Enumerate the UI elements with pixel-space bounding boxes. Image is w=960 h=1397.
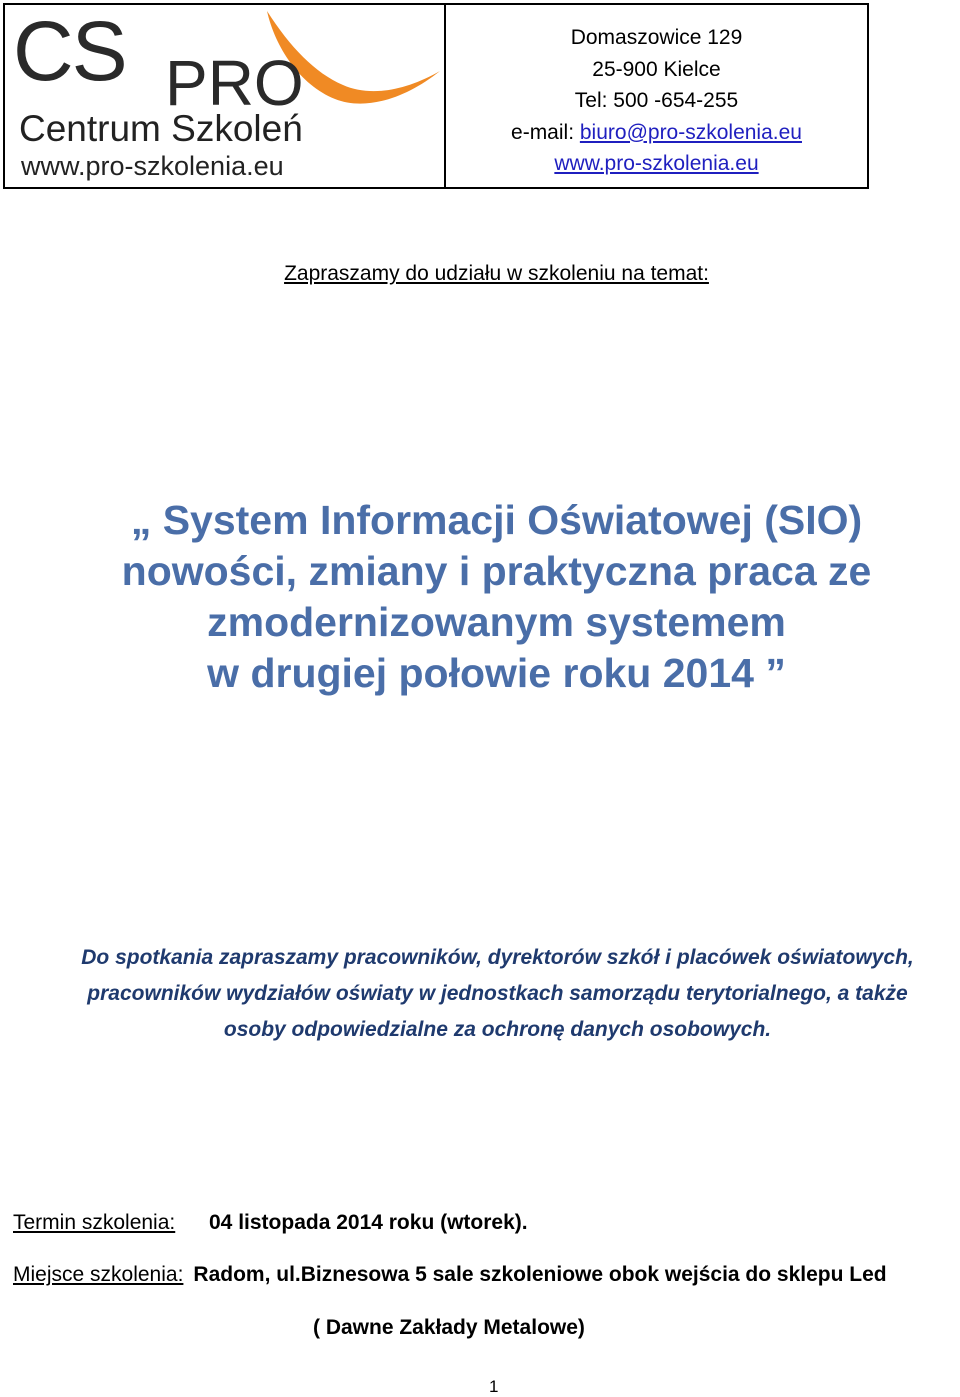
title-line-2: nowości, zmiany i praktyczna praca ze: [121, 548, 872, 594]
company-logo: [5, 5, 446, 187]
website-line: [446, 148, 867, 180]
place-note: ( Dawne Zakłady Metalowe): [313, 1316, 585, 1339]
logo-brand-main: CS: [13, 4, 126, 98]
training-place-row: [13, 1263, 887, 1287]
logo-brand-suffix: PRO: [165, 47, 304, 119]
training-date-row: [13, 1211, 528, 1235]
email-link[interactable]: biuro@pro-szkolenia.eu: [579, 120, 802, 144]
email-line: [446, 117, 867, 149]
audience-line-2: pracowników wydziałów oświaty w jednostkach samorządu terytorialnego, a także: [87, 982, 908, 1005]
place-value: Radom, ul.Biznesowa 5 sale szkoleniowe obok wejścia do sklepu Led: [193, 1263, 887, 1286]
title-line-3: zmodernizowanym systemem: [207, 599, 786, 645]
date-value: 04 listopada 2014 roku (wtorek).: [209, 1211, 528, 1234]
phone-number: Tel: 500 -654-255: [574, 89, 739, 112]
title-line-1: „ System Informacji Oświatowej (SIO): [130, 497, 863, 543]
audience-line-3: osoby odpowiedzialne za ochronę danych osobowych.: [223, 1018, 772, 1041]
title-line-4: w drugiej połowie roku 2014 ”: [207, 650, 786, 696]
place-label: Miejsce szkolenia:: [13, 1263, 184, 1286]
header-box: [3, 3, 869, 189]
invitation-text: Zapraszamy do udziału w szkoleniu na temat:: [284, 262, 709, 285]
address-city: 25-900 Kielce: [592, 57, 721, 81]
audience-line-1: Do spotkania zapraszamy pracowników, dyrektorów szkół i placówek oświatowych,: [81, 946, 914, 969]
date-label: Termin szkolenia:: [13, 1211, 176, 1234]
email-label: e-mail:: [511, 120, 575, 144]
website-link[interactable]: www.pro-szkolenia.eu: [554, 152, 759, 175]
address-street: Domaszowice 129: [570, 26, 743, 49]
logo-website: www.pro-szkolenia.eu: [21, 151, 284, 181]
logo-company-name: Centrum Szkoleń: [19, 108, 303, 149]
target-audience: [20, 940, 960, 1048]
contact-info: [446, 5, 867, 187]
page-number: 1: [489, 1377, 499, 1396]
training-title: [0, 495, 960, 699]
